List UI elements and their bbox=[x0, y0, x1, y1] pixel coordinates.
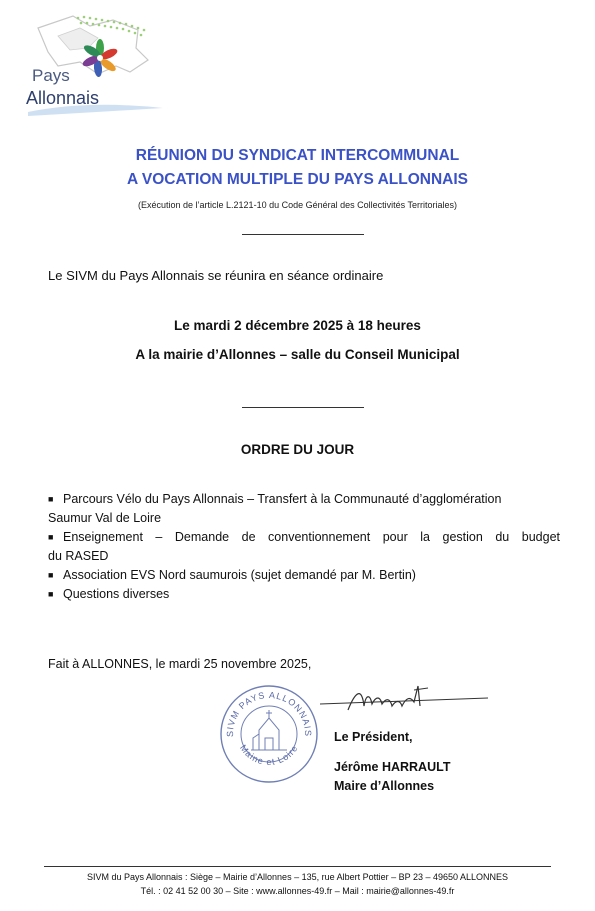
agenda-item-line2: Saumur Val de Loire bbox=[48, 511, 162, 525]
agenda-item-line2: du RASED bbox=[48, 549, 109, 563]
logo-text-allonnais: Allonnais bbox=[26, 88, 100, 108]
bullet-icon: ■ bbox=[48, 570, 54, 580]
intro-text: Le SIVM du Pays Allonnais se réunira en séance ordinaire bbox=[48, 268, 384, 283]
agenda-item-line1: Enseignement – Demande de conventionnement pour la gestion du budget bbox=[63, 530, 560, 544]
divider-middle bbox=[242, 407, 364, 408]
divider-top bbox=[242, 234, 364, 235]
document-subtitle: (Exécution de l’article L.2121-10 du Code Général des Collectivités Territoriales) bbox=[138, 200, 457, 210]
stamp-text-top: SIVM PAYS ALLONNAIS bbox=[224, 689, 314, 738]
meeting-place: A la mairie d’Allonnes – salle du Conseil Municipal bbox=[135, 347, 460, 362]
document-title-line2: A VOCATION MULTIPLE DU PAYS ALLONNAIS bbox=[126, 171, 468, 188]
official-stamp bbox=[217, 682, 322, 787]
done-at-text: Fait à ALLONNES, le mardi 25 novembre 2025, bbox=[48, 657, 312, 671]
pays-allonnais-logo bbox=[18, 8, 168, 120]
footer-contact: Tél. : 02 41 52 00 30 – Site : www.allonnes-49.fr – Mail : mairie@allonnes-49.fr bbox=[140, 886, 455, 896]
agenda-item bbox=[48, 585, 560, 604]
svg-text:Maine et Loire bbox=[238, 743, 300, 767]
agenda-item-line1: Questions diverses bbox=[63, 587, 170, 601]
agenda-item-line1: Association EVS Nord saumurois (sujet demandé par M. Bertin) bbox=[63, 568, 416, 582]
bullet-icon: ■ bbox=[48, 532, 54, 542]
signature-graphic bbox=[318, 680, 493, 720]
signatory-name: Jérôme HARRAULT bbox=[334, 760, 451, 774]
bullet-icon: ■ bbox=[48, 494, 54, 504]
agenda-list bbox=[48, 490, 560, 604]
meeting-date: Le mardi 2 décembre 2025 à 18 heures bbox=[174, 318, 421, 333]
signature-block bbox=[334, 728, 450, 796]
signature-title: Le Président, bbox=[334, 730, 413, 744]
agenda-item-line1: Parcours Vélo du Pays Allonnais – Transfert à la Communauté d’agglomération bbox=[63, 492, 502, 506]
signatory-role: Maire d’Allonnes bbox=[334, 779, 435, 793]
bullet-icon: ■ bbox=[48, 589, 54, 599]
logo-text-pays: Pays bbox=[32, 66, 70, 85]
agenda-item bbox=[48, 490, 560, 509]
agenda-item bbox=[48, 528, 560, 547]
footer-address: SIVM du Pays Allonnais : Siège – Mairie d’Allonnes – 135, rue Albert Pottier – BP 23 – 49650 ALLONNES bbox=[86, 872, 509, 882]
agenda-item bbox=[48, 566, 560, 585]
footer-divider bbox=[44, 866, 551, 867]
handwritten-signature bbox=[318, 680, 493, 720]
stamp-graphic bbox=[217, 682, 322, 787]
agenda-title: ORDRE DU JOUR bbox=[240, 442, 355, 457]
document-title-line1: RÉUNION DU SYNDICAT INTERCOMMUNAL bbox=[135, 147, 460, 164]
stamp-text-bottom: Maine et Loire bbox=[237, 742, 300, 767]
